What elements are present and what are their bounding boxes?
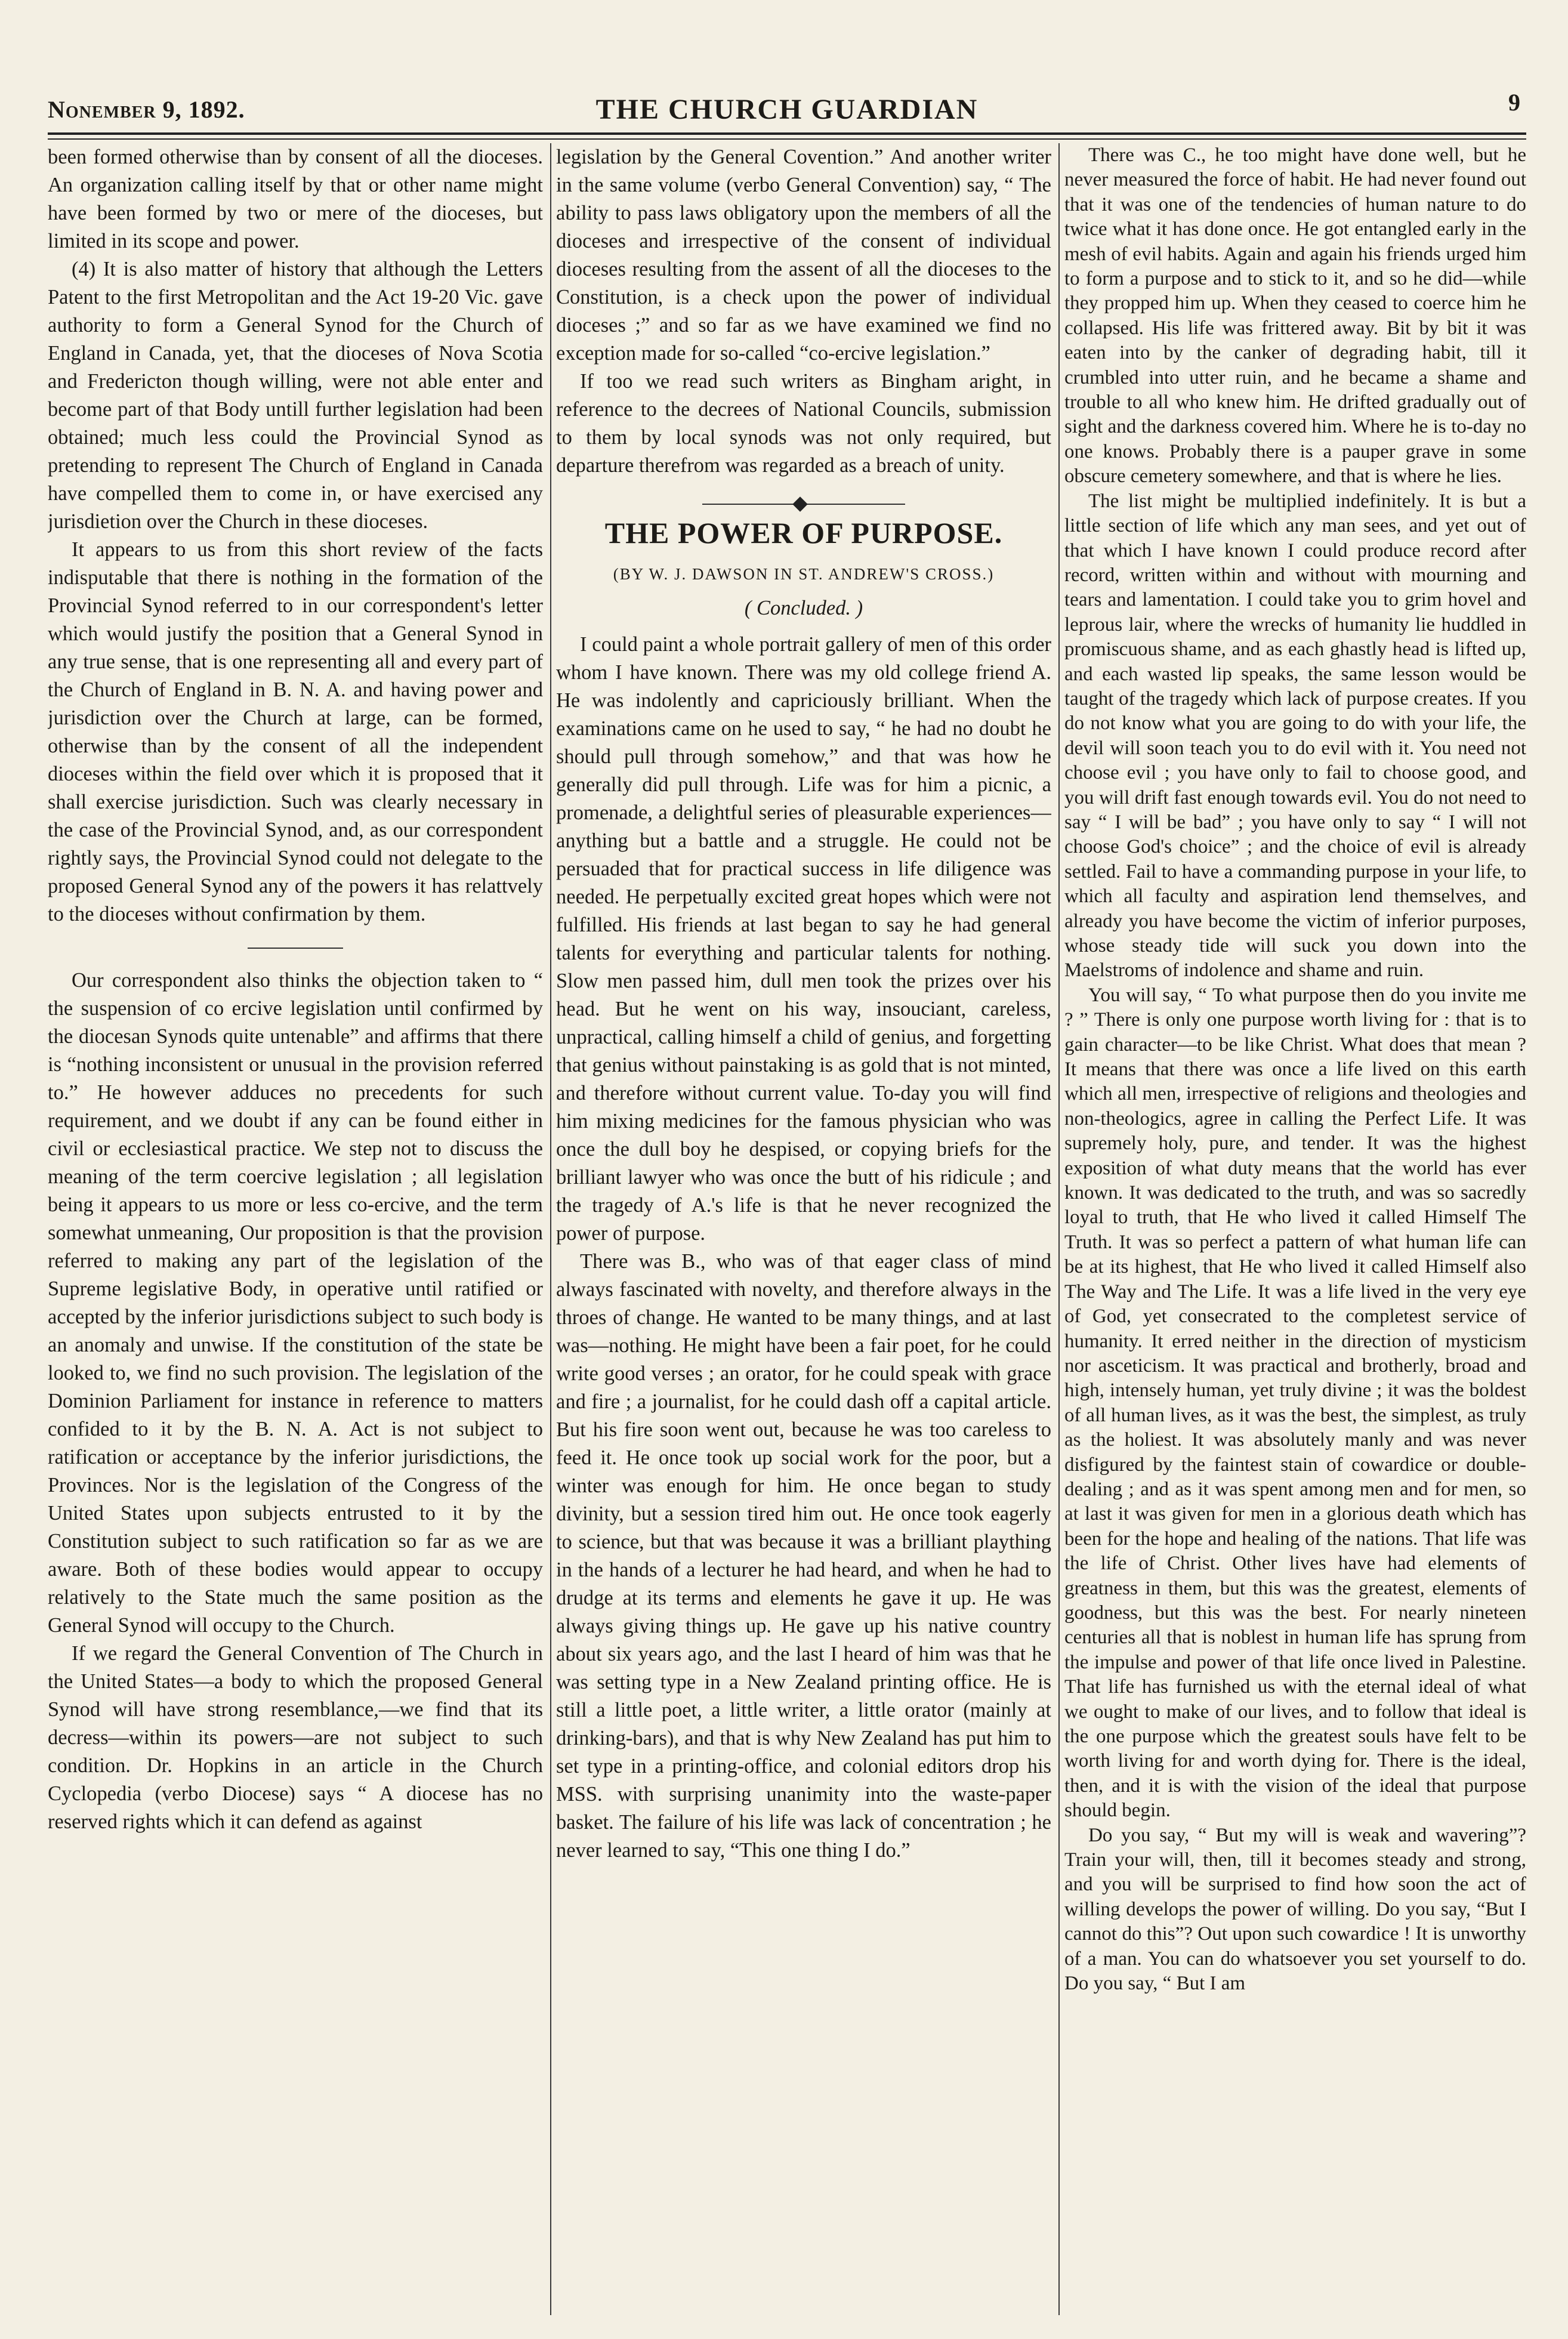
paragraph: If too we read such writers as Bingham aright, in reference to the decrees of National Councils, submission to them by local synods was not only required, but departure therefrom was regarded as a breach of unity. (556, 370, 1051, 477)
header-rule-thick (48, 132, 1526, 135)
column-divider (1058, 143, 1060, 2315)
section-separator (248, 948, 343, 949)
header-rule-thin (48, 138, 1526, 140)
paragraph: Our correspondent also thinks the objection taken to “ the suspension of co ercive legislation until confirmed by the diocesan Synods quite untenable” and affirms that there is “nothing inconsistent or unusual in the provision referred to.” He however adduces no precedents for such requirement, and we doubt if any can be found either in civil or ecclesiastical practice. We step not to discuss the meaning of the term coercive legislation ; all legislation being it appears to us more or less co-ercive, and the term somewhat unmeaning, Our proposition is that the provision referred to making any part of the legislation of the Supreme legislative Body, in operative until ratified or accepted by the inferior jurisdictions subject to such body is an anomaly and unwise. If the constitution of the state be looked to, we find no such provision. The legislation of the Dominion Parliament for instance in reference to matters confided to it by the B. N. A. Act is not subject to ratification or acceptance by the inferior jurisdictions, the Provinces. Nor is the legislation of the Congress of the United States upon subjects entrusted to it by the Constitution subject to such ratification so far as we are aware. Both of these bodies would appear to occupy relatively to the State much the same position as the General Synod will occupy to the Church. (48, 969, 543, 1637)
columns (48, 143, 1526, 2315)
paragraph: (4) It is also matter of history that although the Letters Patent to the first Metropolitan and the Act 19-20 Vic. gave authority to form a General Synod for the Church of England in Canada, yet, that the dioceses of Nova Scotia and Fredericton though willing, were not able enter and become part of that Body untill further legislation had been obtained; much less could the Provincial Synod as pretending to represent The Church of England in Canada have compelled them to come in, or have exercised any jurisdietion over the Church in these dioceses. (48, 258, 543, 533)
column-2 (556, 143, 1051, 2315)
paragraph: If we regard the General Convention of The Church in the United States—a body to which the proposed General Synod will have strong resemblance,—we find that its decress—within its powers—are not subject to such condition. Dr. Hopkins in an article in the Church Cyclopedia (verbo Diocese) says “ A diocese has no reserved rights which it can defend as against (48, 1642, 543, 1833)
paragraph: legislation by the General Covention.” And another writer in the same volume (verbo General Convention) say, “ The ability to pass laws obligatory upon the members of all the dioceses and irrespective of the consent of individual dioceses resulting from the assent of all the dioceses to the Constitution, is a check upon the power of individual dioceses ;” and so far as we have examined we find no exception made for so-called “co-ercive legislation.” (556, 146, 1051, 365)
paragraph: You will say, “ To what purpose then do you invite me ? ” There is only one purpose worth living for : that is to gain character—to be like Christ. What does that mean ? It means that there was once a life lived on this earth which all men, irrespective of religions and theologies and non-theologics, agree in calling the Perfect Life. It was supremely holy, pure, and tender. It was the highest exposition of what duty means that the world has ever known. It was dedicated to the truth, and was so sacredly loyal to truth, that He who lived it called Himself The Truth. It was so perfect a pattern of what human life can be at its highest, that He who lived it called Himself also The Way and The Life. It was a life lived in the very eye of God, yet consecrated to the completest service of humanity. It erred neither in the direction of mysticism nor asceticism. It was practical and brotherly, broad and high, intensely human, yet truly divine ; it was the boldest of all human lives, as it was the best, the simplest, as truly as the holiest. It was absolutely manly and was never disfigured by the faintest stain of cowardice or double-dealing ; and as it was spent among men and for men, so at last it was given for men in a glorious death which has been for the hope and healing of the nations. That life was the life of Christ. Other lives have had elements of greatness in them, but this was the greatest, elements of goodness, but this was the best. For nearly nineteen centuries all that is noblest in human life has sprung from the impulse and power of that life once lived in Palestine. That life has furnished us with the eternal ideal of what we ought to make of our lives, and to follow that ideal is the one purpose which the greatest souls have felt to be worth living for and worth dying for. There is the ideal, then, and it is with the vision of the ideal that purpose should begin. (1064, 984, 1526, 1822)
column-3 (1064, 143, 1526, 2315)
masthead-title: THE CHURCH GUARDIAN (595, 94, 979, 125)
paragraph: been formed otherwise than by consent of all the dioceses. An organization calling itself by that or other name might have been formed by two or mere of the dioceses, but limited in its scope and power. (48, 146, 543, 252)
paragraph: The list might be multiplied indefinitely. It is but a little section of life which any man sees, and yet out of that which I have known I could produce record after record, written within and without with mourning and tears and lamentation. I could take you to grim hovel and leprous lair, where the wrecks of humanity lie huddled in promiscuous shame, and as each ghastly head is lifted up, and each wasted lip speaks, the same lesson would be taught of the tragedy which lack of purpose creates. If you do not know what you are going to do with your life, the devil will soon teach you to do evil with it. You need not choose evil ; you have only to fail to choose good, and you will drift fast enough towards evil. You do not need to say “ I will be bad” ; you have only to say “ I will not choose God's choice” ; and the choice of evil is already settled. Fail to have a commanding purpose in your life, to which all faculty and aspiration lend themselves, and already you have become the victim of inferior purposes, whose steady tide will suck you down into the Maelstroms of indolence and shame and ruin. (1064, 490, 1526, 982)
page-header (48, 89, 1526, 137)
paragraph: There was B., who was of that eager class of mind always fascinated with novelty, and therefore always in the throes of change. He wanted to be many things, and at last was—nothing. He might have been a fair poet, for he could write good verses ; an orator, for he could speak with grace and fire ; a journalist, for he could dash off a capital article. But his fire soon went out, because he was too careless to feed it. He once took up social work for the poor, but a winter was enough for him. He once began to study divinity, but a session tired him out. He once took eagerly to science, but that was because it was a brilliant plaything in the hands of a lecturer he had heard, and when he had to drudge at its terms and elements he gave it up. He was always giving things up. He gave up his native country about six years ago, and the last I heard of him was that he was setting type in a New Zealand printing office. He is still a little poet, a little writer, a little orator (mainly at drinking-bars), and that is why New Zealand has put him to set type in a printing-office, and colonial editors drop his MSS. with surprising unanimity into the waste-paper basket. The failure of his life was lack of concentration ; he never learned to say, “This one thing I do.” (556, 1250, 1051, 1862)
article-byline: (BY W. J. DAWSON IN ST. ANDREW'S CROSS.) (613, 565, 995, 583)
ornament-rule (702, 498, 905, 511)
paragraph: There was C., he too might have done well, but he never measured the force of habit. He had never found out that it was one of the tendencies of human nature to do twice what it has done once. He got entangled early in the mesh of evil habits. Again and again his friends urged him to form a purpose and to stick to it, and so he did—while they propped him up. When they ceased to coerce him he collapsed. His life was frittered away. Bit by bit it was eaten into by the canker of degrading habit, till it crumbled into utter ruin, and he became a shame and trouble to all who knew him. He drifted gradually out of sight and the darkness covered him. Where he is to-day no one knows. Probably there is a pauper grave in some obscure cemetery somewhere, and that is where he lies. (1064, 144, 1526, 487)
concluded-note: ( Concluded. ) (744, 597, 863, 619)
paragraph: I could paint a whole portrait gallery of men of this order whom I have known. There was my old college friend A. He was indolently and capriciously brilliant. When the examinations came on he used to say, “ he had no doubt he should pull through somehow,” and that was how he generally did pull through. Life was for him a picnic, a promenade, a delightful series of pleasurable experiences—anything but a battle and a struggle. He could not be persuaded that for practical success in life diligence was needed. He perpetually excited great hopes which were not fulfilled. His friends at last began to say he had general talents for everything and particular talents for nothing. Slow men passed him, dull men took the prizes over his head. But he went on his way, insouciant, careless, unpractical, calling himself a child of genius, and forgetting that genius without painstaking is as gold that is not minted, and therefore without current value. To-day you will find him mixing medicines for the famous physician who was once the dull boy he despised, or copying briefs for the brilliant lawyer who was once the butt of his ridicule ; and the tragedy of A.'s life is that he never recognized the power of purpose. (556, 633, 1051, 1245)
article-title: THE POWER OF PURPOSE. (604, 516, 1003, 550)
paragraph: It appears to us from this short review of the facts indisputable that there is nothing in the formation of the Provincial Synod referred to in our correspondent's letter which would justify the position that a General Synod in any true sense, that is one representing all and every part of the Church of England in B. N. A. and having power and jurisdiction over the Church at large, can be formed, otherwise than by the consent of all the independent dioceses within the field over which it is proposed that it shall exercise jurisdiction. Such was clearly necessary in the case of the Provincial Synod, and, as our correspondent rightly says, the Provincial Synod could not delegate to the proposed General Synod any of the powers it has relattvely to the dioceses without confirmation by them. (48, 538, 543, 925)
column-1 (48, 143, 543, 2315)
paragraph: Do you say, “ But my will is weak and wavering”? Train your will, then, till it becomes steady and strong, and you will be surprised to find how soon the act of willing develops the power of willing. Do you say, “But I cannot do this”? Out upon such cowardice ! It is unworthy of a man. You can do whatsoever you set yourself to do. Do you say, “ But I am (1064, 1824, 1526, 1995)
issue-date: Nonember 9, 1892. (48, 96, 245, 123)
page-number: 9 (1508, 89, 1520, 116)
column-divider (550, 143, 551, 2315)
